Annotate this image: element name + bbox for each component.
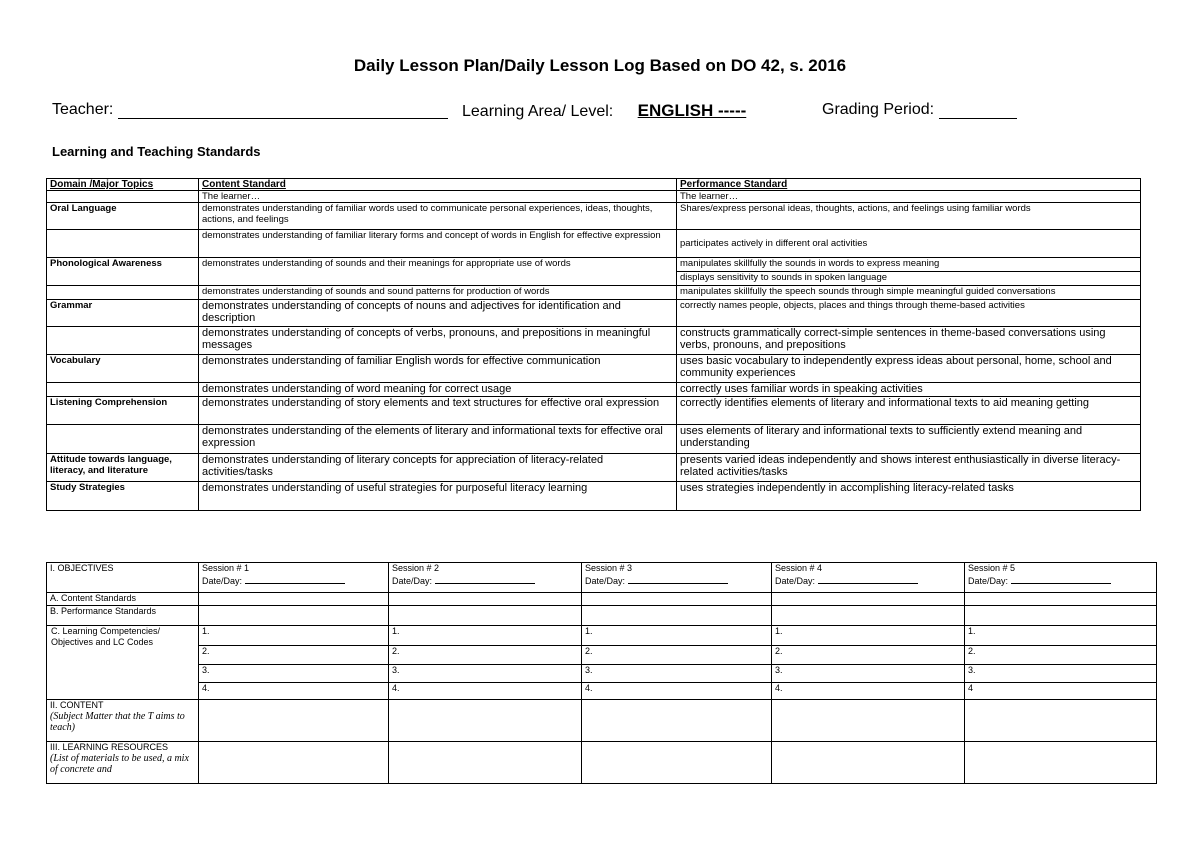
content-cell: demonstrates understanding of sounds and their meanings for appropriate use of words [199, 258, 677, 286]
content-cell: demonstrates understanding of concepts of verbs, pronouns, and prepositions in meaningful messages [199, 327, 677, 355]
content-standards-label: A. Content Standards [47, 593, 199, 606]
table-row [47, 203, 1141, 230]
performance-cell: constructs grammatically correct-simple sentences in theme-based conversations using verbs, pronouns, and prepositions [677, 327, 1141, 355]
table-row [47, 258, 1141, 272]
session-2-header: Session # 2 Date/Day: [389, 563, 582, 593]
content-cell: demonstrates understanding of literary concepts for appreciation of literacy-related activities/tasks [199, 454, 677, 482]
date-blank[interactable] [628, 574, 728, 584]
domain-cell [47, 230, 199, 258]
teacher-blank[interactable] [118, 104, 448, 119]
performance-cell: uses elements of literary and informational texts to sufficiently extend meaning and understanding [677, 425, 1141, 454]
performance-cell: presents varied ideas independently and shows interest enthusiastically in diverse literacy-related activities/tasks [677, 454, 1141, 482]
table-row [47, 593, 1157, 606]
learning-area-label: Learning Area/ Level: [462, 103, 614, 120]
domain-cell: Attitude towards language, literacy, and literature [47, 454, 199, 482]
domain-cell: Grammar [47, 300, 199, 327]
table-row [47, 482, 1141, 511]
table-row [47, 230, 1141, 258]
table-row [47, 327, 1141, 355]
content-cell: demonstrates understanding of story elements and text structures for effective oral expression [199, 397, 677, 425]
competencies-label: C. Learning Competencies/ Objectives and LC Codes [47, 626, 199, 700]
table-row [47, 397, 1141, 425]
content-cell: demonstrates understanding of familiar words used to communicate personal experiences, ideas, thoughts, actions, and feelings [199, 203, 677, 230]
date-blank[interactable] [435, 574, 535, 584]
domain-cell: Study Strategies [47, 482, 199, 511]
learning-area-value: ENGLISH ----- [637, 101, 747, 120]
performance-cell: uses basic vocabulary to independently express ideas about personal, home, school and community experiences [677, 355, 1141, 383]
session-1-header: Session # 1 Date/Day: [199, 563, 389, 593]
table-row: C. Learning Competencies/ Objectives and LC Codes 1. 1. 1. 1. 1. [47, 626, 1157, 646]
table-row [47, 355, 1141, 383]
performance-cell: correctly uses familiar words in speaking activities [677, 383, 1141, 397]
session-3-header: Session # 3 Date/Day: [582, 563, 772, 593]
date-blank[interactable] [818, 574, 918, 584]
content-label: II. CONTENT (Subject Matter that the T aims to teach) [47, 700, 199, 742]
table-row [47, 700, 1157, 742]
session-4-header: Session # 4 Date/Day: [772, 563, 965, 593]
objectives-heading: I. OBJECTIVES [47, 563, 199, 593]
table-row: 4. 4. 4. 4. 4 [47, 683, 1157, 700]
performance-cell: manipulates skillfully the sounds in words to express meaning [677, 258, 1141, 272]
table-row [47, 606, 1157, 626]
col-performance: Performance Standard [677, 179, 1141, 191]
table-row [47, 286, 1141, 300]
domain-cell: Oral Language [47, 203, 199, 230]
grading-period-blank[interactable] [939, 104, 1017, 119]
table-row [47, 191, 1141, 203]
performance-cell: manipulates skillfully the speech sounds through simple meaningful guided conversations [677, 286, 1141, 300]
domain-cell: Listening Comprehension [47, 397, 199, 425]
table-row: 2. 2. 2. 2. 2. [47, 646, 1157, 665]
teacher-label: Teacher: [52, 101, 114, 118]
grading-period-field [822, 101, 1017, 119]
content-cell: demonstrates understanding of familiar English words for effective communication [199, 355, 677, 383]
table-row [47, 454, 1141, 482]
performance-cell: correctly names people, objects, places and things through theme-based activities [677, 300, 1141, 327]
performance-cell: uses strategies independently in accomplishing literacy-related tasks [677, 482, 1141, 511]
col-domain: Domain /Major Topics [47, 179, 199, 191]
content-cell: demonstrates understanding of word meaning for correct usage [199, 383, 677, 397]
table-row: 3. 3. 3. 3. 3. [47, 665, 1157, 683]
performance-cell: participates actively in different oral activities [677, 230, 1141, 258]
col-content: Content Standard [199, 179, 677, 191]
table-row [47, 425, 1141, 454]
grading-period-label: Grading Period: [822, 101, 935, 118]
standards-table [46, 178, 1141, 511]
performance-standards-label: B. Performance Standards [47, 606, 199, 626]
learner-cell: The learner… [199, 191, 677, 203]
learner-cell: The learner… [677, 191, 1141, 203]
content-cell: demonstrates understanding of useful strategies for purposeful literacy learning [199, 482, 677, 511]
content-cell: demonstrates understanding of concepts of nouns and adjectives for identification and description [199, 300, 677, 327]
learning-resources-label: III. LEARNING RESOURCES (List of materials to be used, a mix of concrete and [47, 742, 199, 784]
performance-cell: Shares/express personal ideas, thoughts, actions, and feelings using familiar words [677, 203, 1141, 230]
session-5-header: Session # 5 Date/Day: [965, 563, 1157, 593]
domain-cell: Phonological Awareness [47, 258, 199, 286]
learning-area-field [462, 101, 746, 121]
domain-cell [47, 327, 199, 355]
content-cell: demonstrates understanding of the elements of literary and informational texts for effective oral expression [199, 425, 677, 454]
table-header-row [47, 179, 1141, 191]
content-cell: demonstrates understanding of sounds and sound patterns for production of words [199, 286, 677, 300]
table-row [47, 300, 1141, 327]
content-cell: demonstrates understanding of familiar literary forms and concept of words in English for effective expression [199, 230, 677, 258]
domain-cell: Vocabulary [47, 355, 199, 383]
domain-cell [47, 286, 199, 300]
objectives-header-row [47, 563, 1157, 593]
teacher-field [52, 101, 448, 119]
domain-cell [47, 425, 199, 454]
date-blank[interactable] [1011, 574, 1111, 584]
table-row [47, 383, 1141, 397]
page-title: Daily Lesson Plan/Daily Lesson Log Based on DO 42, s. 2016 [353, 56, 847, 75]
table-row [47, 742, 1157, 784]
objectives-table [46, 562, 1157, 784]
domain-cell [47, 383, 199, 397]
date-blank[interactable] [245, 574, 345, 584]
performance-cell: displays sensitivity to sounds in spoken language [677, 272, 1141, 286]
section-title: Learning and Teaching Standards [52, 144, 261, 159]
performance-cell: correctly identifies elements of literary and informational texts to aid meaning getting [677, 397, 1141, 425]
